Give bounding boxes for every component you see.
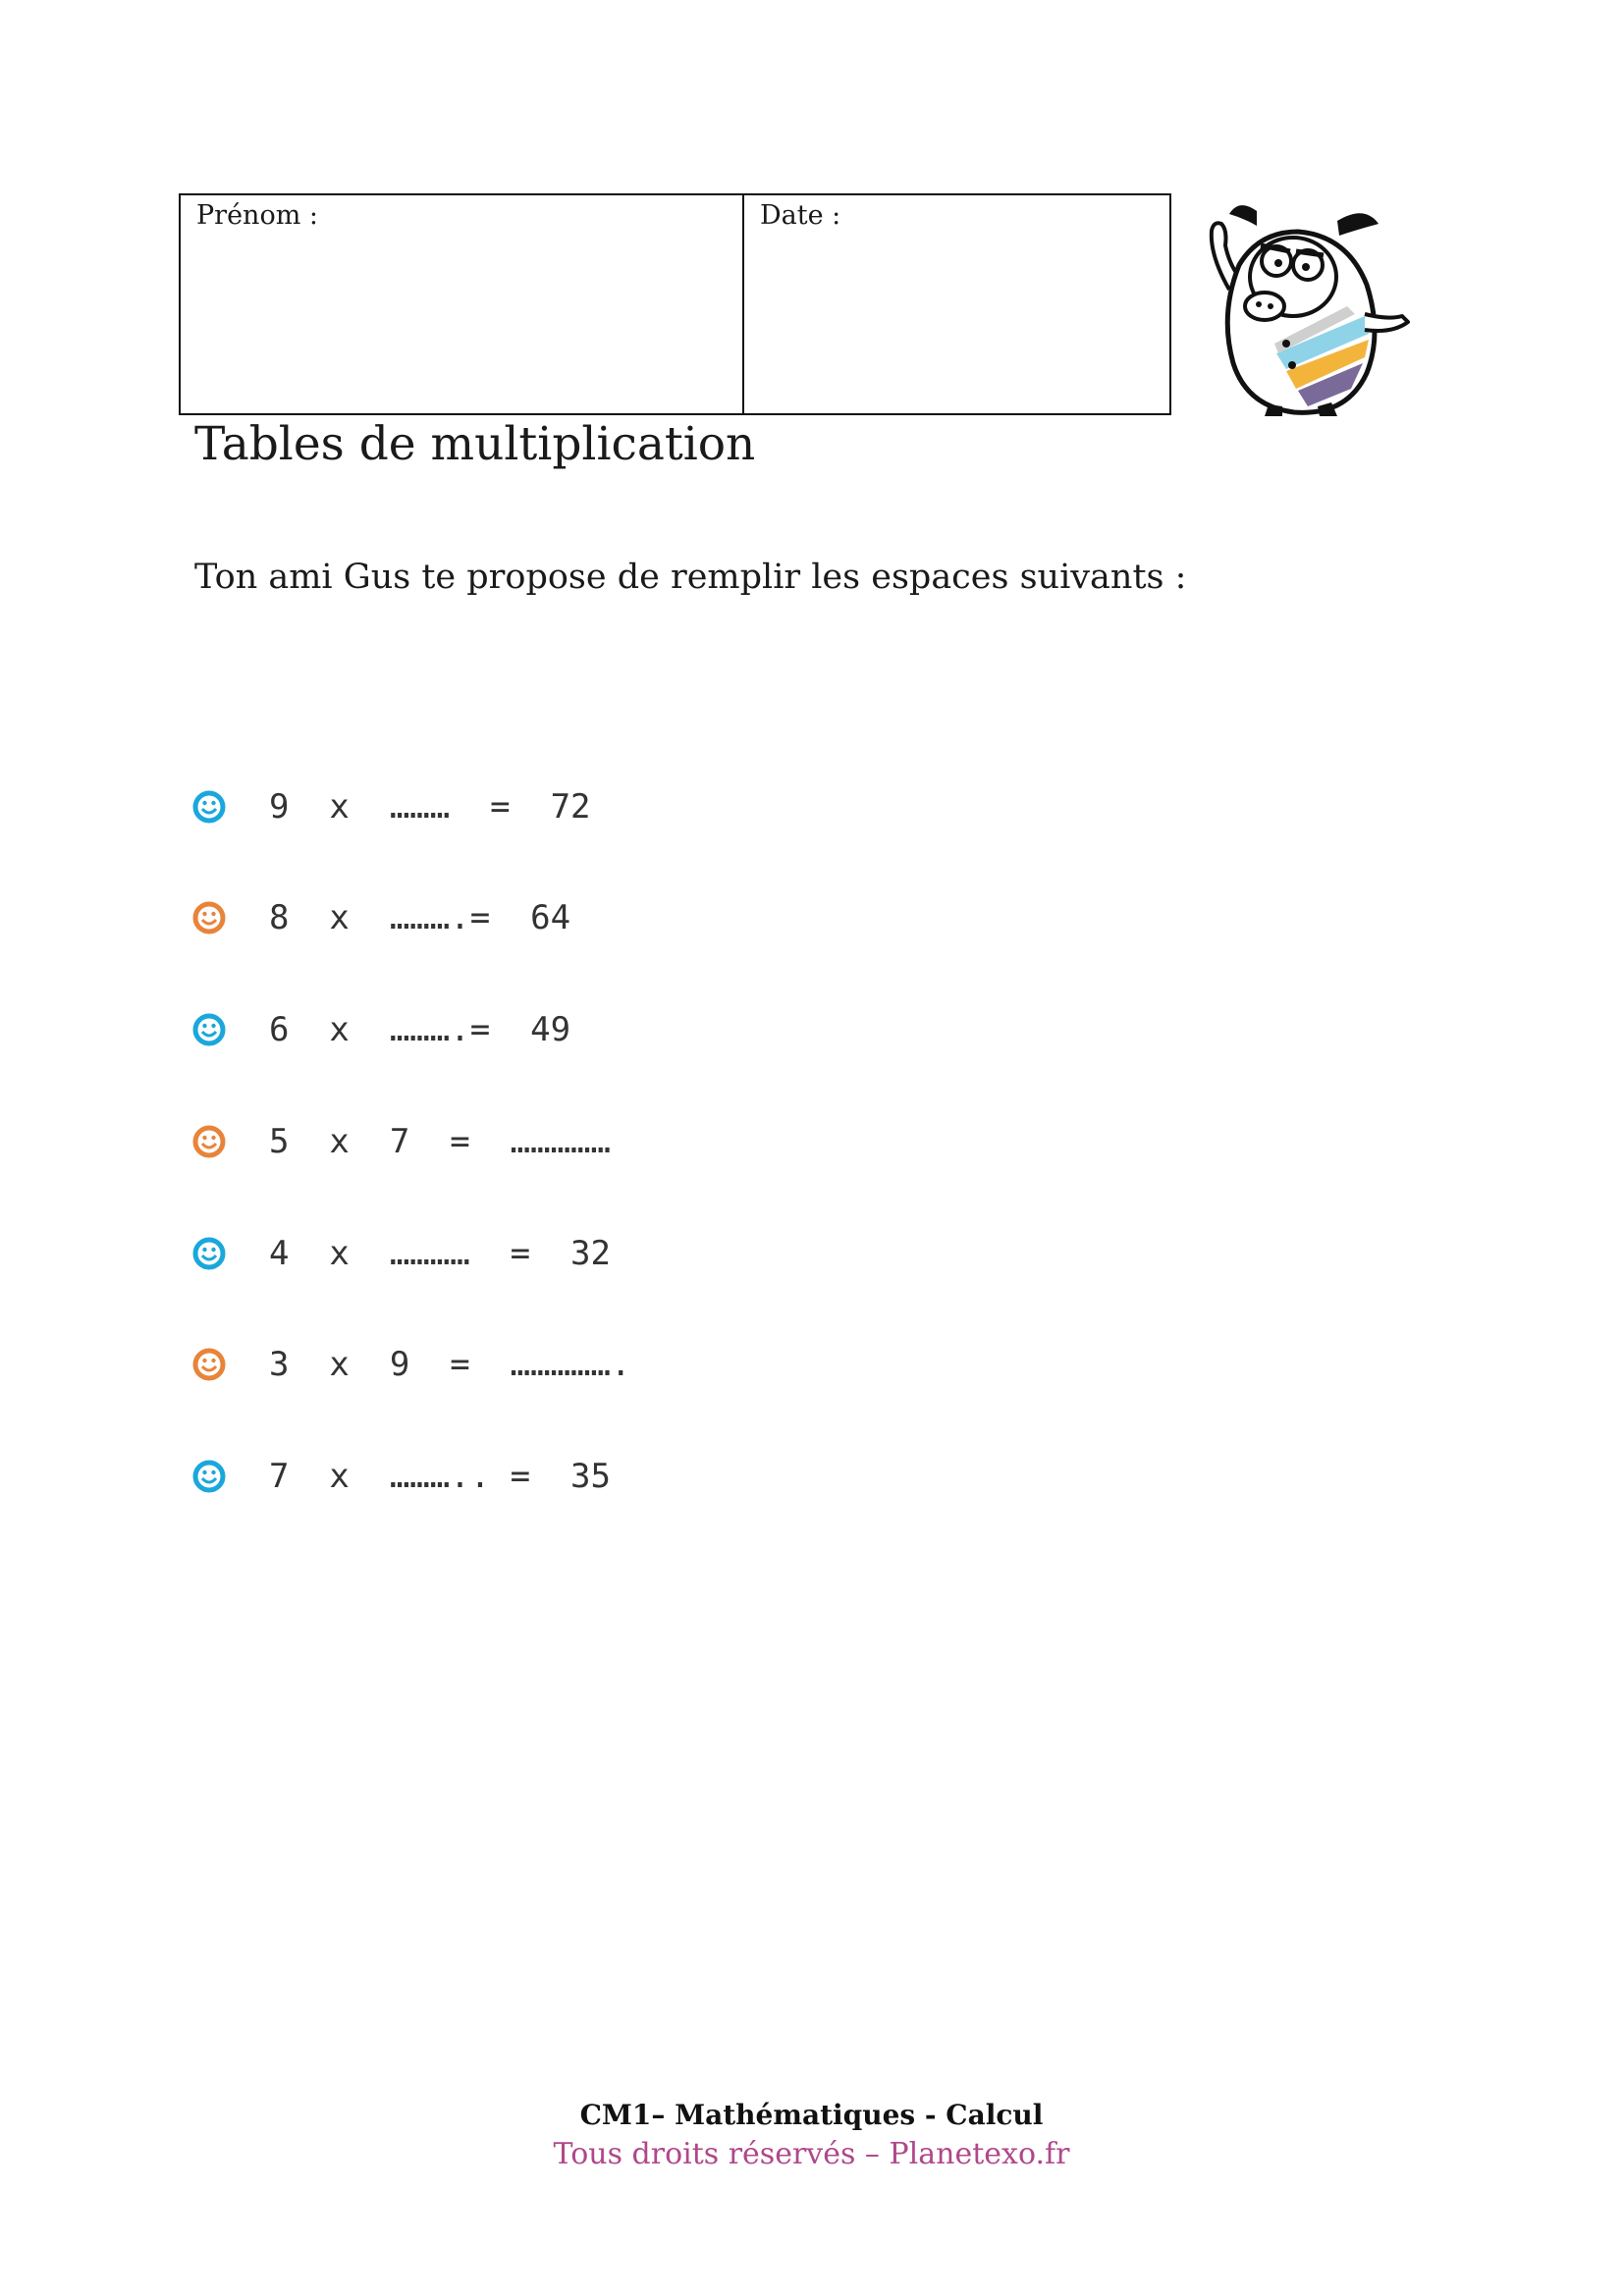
exercise-item — [192, 1229, 611, 1278]
exercise-item — [192, 782, 591, 831]
exercise-item — [192, 1452, 611, 1501]
exercise-expression[interactable]: 4 x ………… = 32 — [269, 1234, 611, 1273]
name-label: Prénom : — [196, 200, 318, 231]
exercise-expression[interactable]: 7 x ……….. = 35 — [269, 1457, 611, 1496]
student-info-box — [179, 193, 1171, 415]
smiley-icon — [192, 1013, 226, 1046]
page-title: Tables de multiplication — [194, 417, 756, 471]
date-label: Date : — [760, 200, 841, 231]
smiley-icon — [192, 1237, 226, 1270]
exercise-item — [192, 893, 570, 942]
exercise-item — [192, 1340, 630, 1389]
exercise-item — [192, 1117, 611, 1166]
smiley-icon — [192, 1125, 226, 1158]
smiley-icon — [192, 790, 226, 824]
name-field[interactable] — [181, 195, 744, 413]
exercise-expression[interactable]: 3 x 9 = ……………. — [269, 1345, 631, 1384]
footer-copyright: Tous droits réservés – Planetexo.fr — [553, 2137, 1070, 2171]
exercise-expression[interactable]: 9 x ……… = 72 — [269, 787, 591, 827]
smiley-icon — [192, 901, 226, 934]
date-field[interactable] — [744, 195, 1169, 413]
smiley-icon — [192, 1460, 226, 1493]
smiley-icon — [192, 1348, 226, 1381]
exercise-expression[interactable]: 8 x ……….= 64 — [269, 898, 571, 937]
exercise-item — [192, 1005, 570, 1054]
footer-course: CM1– Mathématiques - Calcul — [579, 2099, 1044, 2131]
exercise-expression[interactable]: 6 x ……….= 49 — [269, 1010, 571, 1049]
instruction-text: Ton ami Gus te propose de remplir les espaces suivants : — [194, 558, 1187, 597]
exercise-expression[interactable]: 5 x 7 = …………… — [269, 1122, 611, 1161]
sheep-mascot-icon — [1200, 196, 1414, 416]
